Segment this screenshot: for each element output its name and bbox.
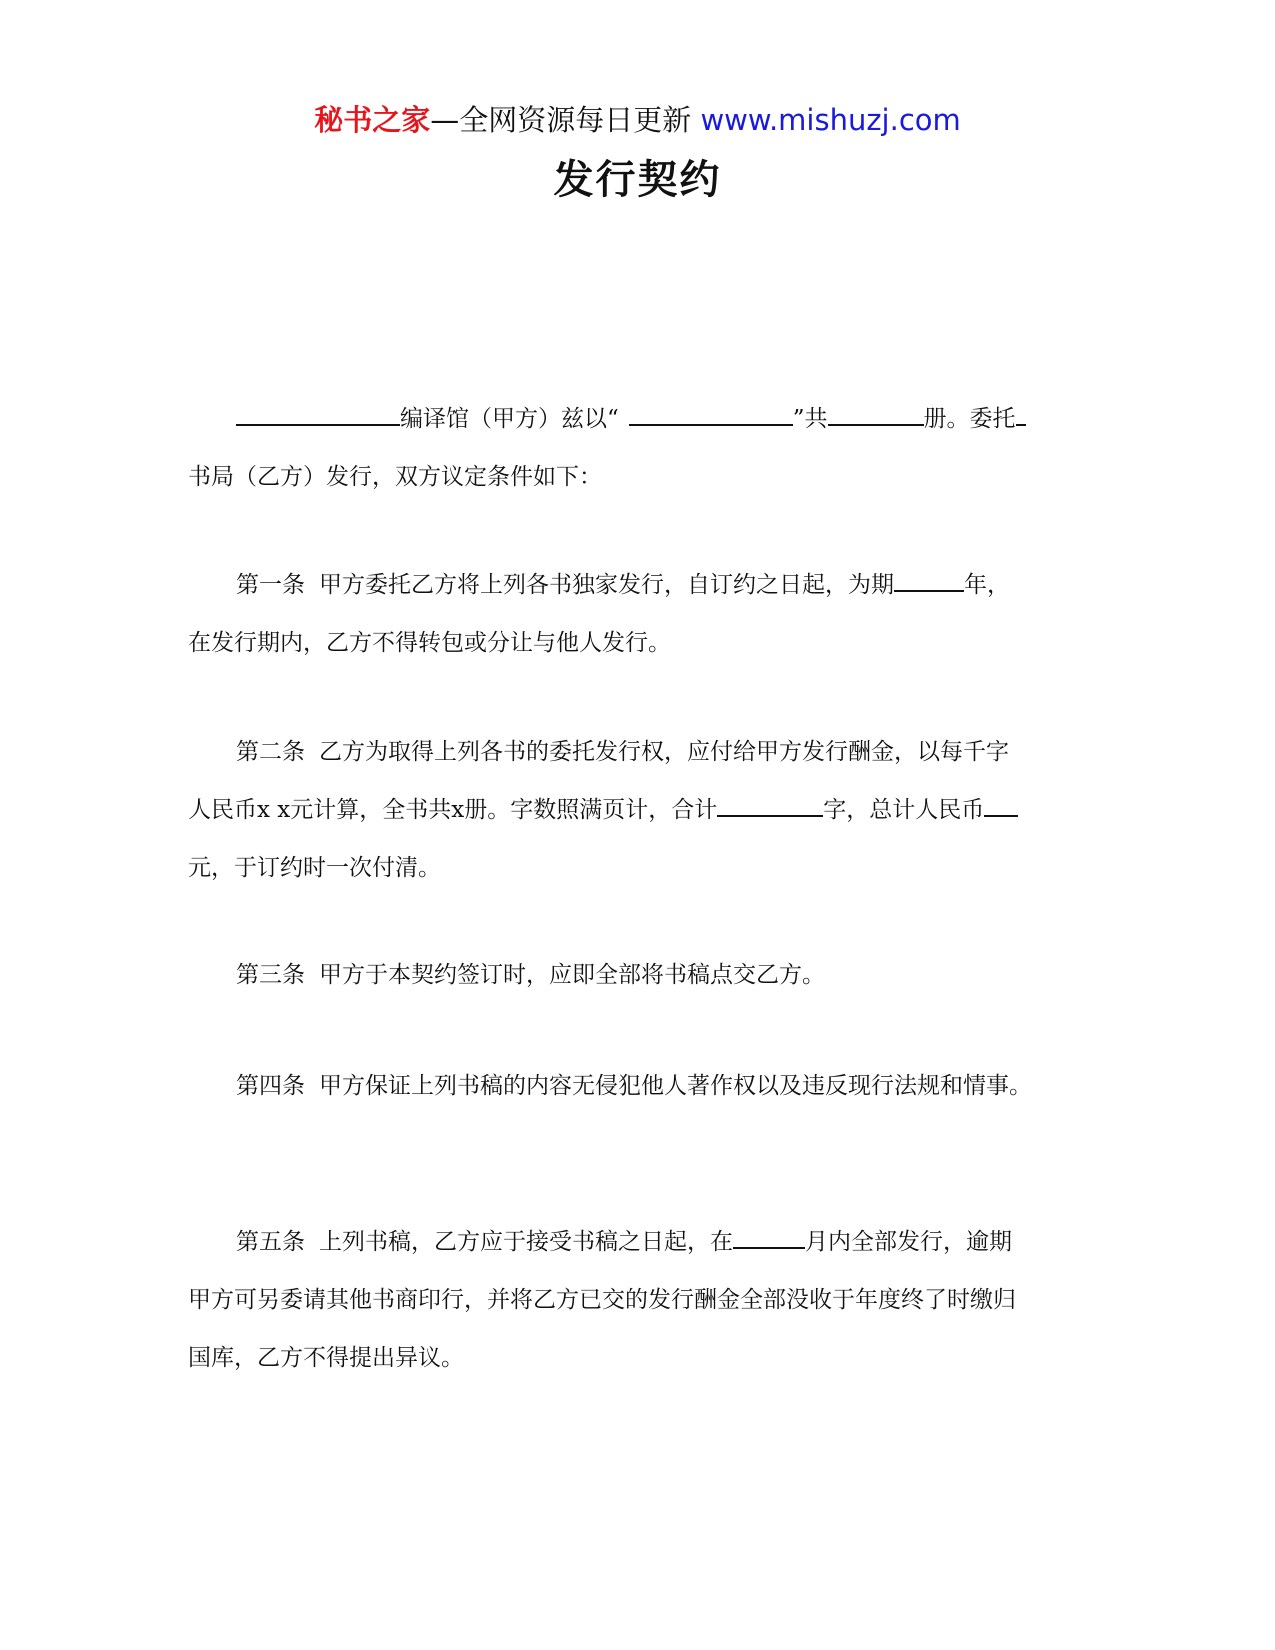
- intro-paragraph: [188, 390, 1088, 506]
- article-2: [188, 723, 1088, 897]
- blank-total-amount: [984, 793, 1018, 817]
- header-slogan: —全网资源每日更新: [430, 103, 692, 137]
- article-2-label: 第二条: [236, 739, 305, 765]
- article-2-text-a: 乙方为取得上列各书的委托发行权，应付给甲方发行酬金，以每千字: [319, 739, 1009, 765]
- site-header: [0, 100, 1275, 140]
- site-url-link[interactable]: www.mishuzj.com: [700, 103, 961, 137]
- article-1-text-c: 在发行期内，乙方不得转包或分让与他人发行。: [188, 630, 671, 656]
- article-1-text-b: 年，: [964, 572, 1010, 598]
- article-5-text-c: 甲方可另委请其他书商印行，并将乙方已交的发行酬金全部没收于年度终了时缴归: [188, 1287, 1016, 1313]
- blank-term-years: [894, 568, 964, 592]
- blank-translator-name: [236, 402, 400, 426]
- brand-name: 秘书之家: [314, 103, 431, 137]
- intro-text-b: ”共: [792, 406, 828, 432]
- article-4-text-a: 甲方保证上列书稿的内容无侵犯他人著作权以及违反现行法规和情事。: [319, 1073, 1032, 1099]
- article-1: [188, 556, 1088, 672]
- article-2-text-b: 人民币x x元计算，全书共x册。字数照满页计，合计: [188, 797, 718, 823]
- intro-text-c: 册。委托: [923, 406, 1016, 432]
- blank-months: [733, 1225, 805, 1249]
- article-5-text-b: 月内全部发行，逾期: [805, 1229, 1012, 1255]
- article-1-label: 第一条: [236, 572, 305, 598]
- article-5-text-a: 上列书稿，乙方应于接受书稿之日起，在: [319, 1229, 733, 1255]
- article-1-text-a: 甲方委托乙方将上列各书独家发行，自订约之日起，为期: [319, 572, 894, 598]
- article-3-text-a: 甲方于本契约签订时，应即全部将书稿点交乙方。: [319, 962, 825, 988]
- article-5: [188, 1213, 1088, 1387]
- article-5-text-d: 国库，乙方不得提出异议。: [188, 1345, 464, 1371]
- blank-bookstore-name: [1016, 402, 1026, 426]
- article-2-text-c: 字，总计人民币: [823, 797, 985, 823]
- article-5-label: 第五条: [236, 1229, 305, 1255]
- blank-volume-count: [828, 402, 924, 426]
- intro-text-a: 编译馆（甲方）兹以“: [400, 406, 619, 432]
- intro-text-d: 书局（乙方）发行，双方议定条件如下：: [188, 464, 602, 490]
- article-2-text-d: 元，于订约时一次付清。: [188, 855, 441, 881]
- article-4: [188, 1057, 1088, 1115]
- article-3: [188, 946, 1088, 1004]
- blank-book-title: [629, 402, 793, 426]
- document-title: 发行契约: [553, 157, 722, 203]
- article-3-label: 第三条: [236, 962, 305, 988]
- blank-word-count: [717, 793, 823, 817]
- article-4-label: 第四条: [236, 1073, 305, 1099]
